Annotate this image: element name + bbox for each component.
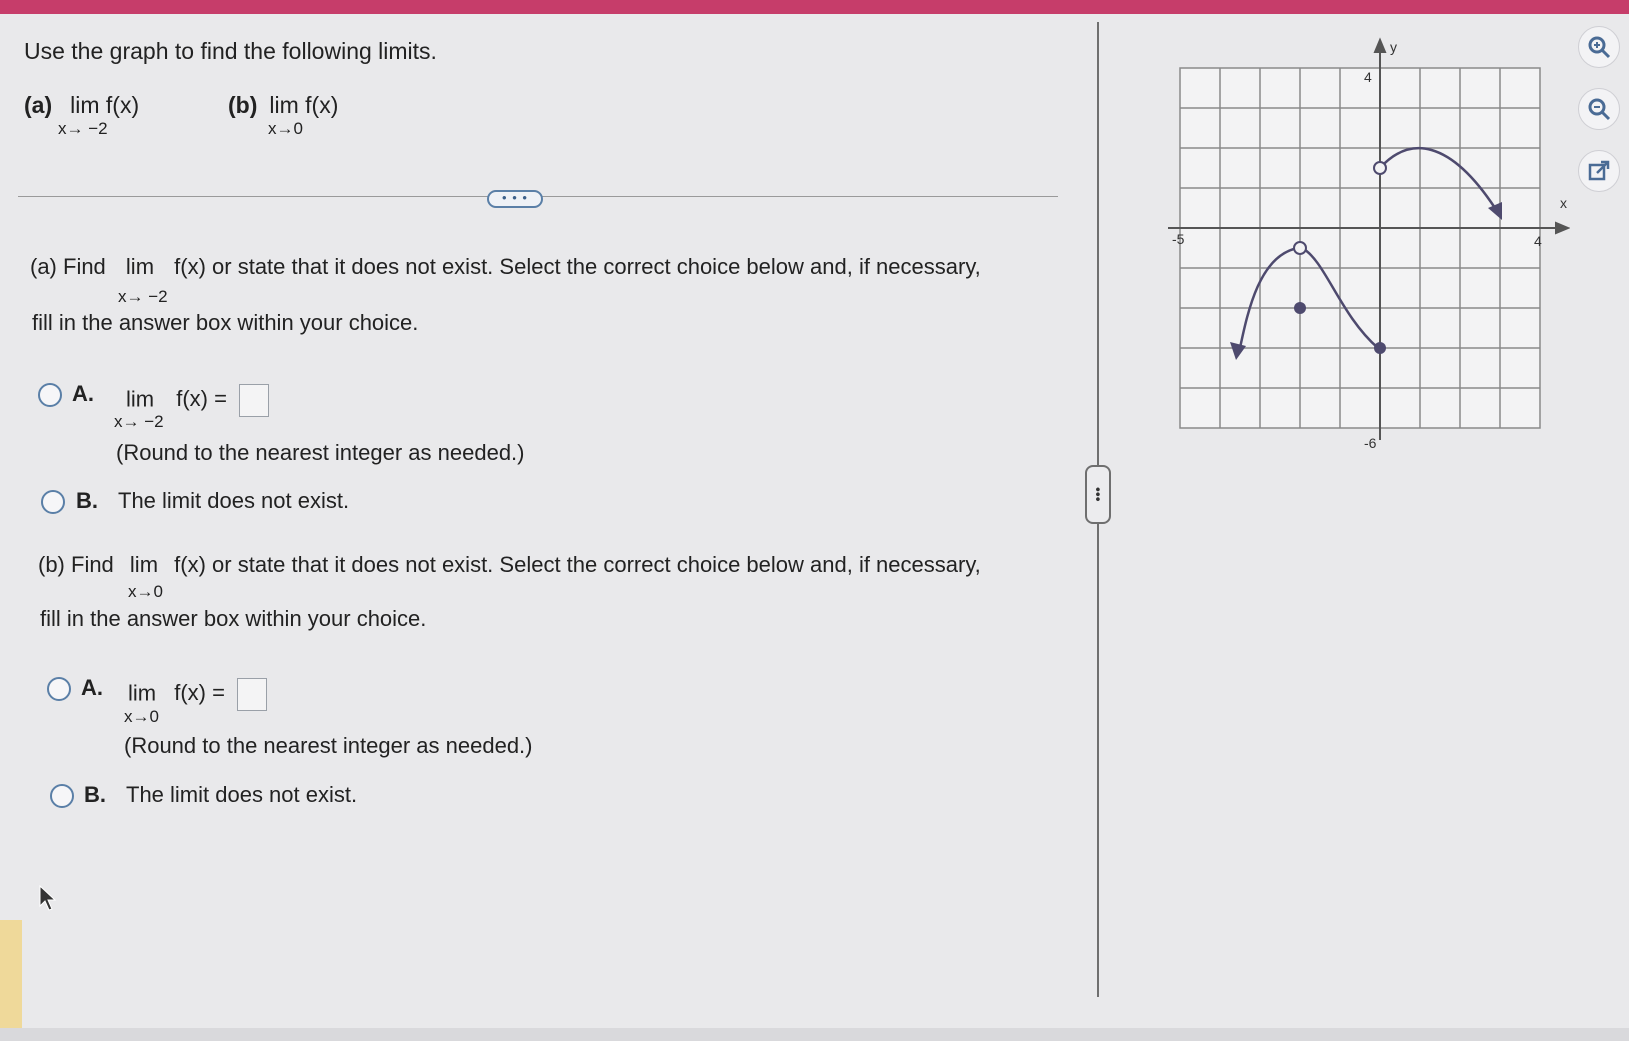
part-b-sub: x→0 bbox=[128, 582, 163, 601]
zoom-out-icon bbox=[1586, 96, 1612, 122]
part-b-answer-input[interactable] bbox=[237, 678, 267, 711]
part-a-answer-input[interactable] bbox=[239, 384, 269, 417]
part-b-choice-a-sub: x→0 bbox=[124, 707, 159, 726]
x-tick-pos: 4 bbox=[1534, 233, 1542, 249]
header-limit-b-sub: x→0 bbox=[268, 119, 303, 138]
graph-grid bbox=[1180, 68, 1540, 428]
header-limit-b bbox=[228, 92, 338, 139]
part-a-choice-b-label: B. bbox=[76, 488, 98, 513]
part-a-round-note: (Round to the nearest integer as needed.) bbox=[116, 440, 525, 465]
part-a-choice-a-sub: x→ −2 bbox=[114, 412, 164, 431]
part-b-round-note: (Round to the nearest integer as needed.) bbox=[124, 733, 533, 758]
y-axis-label: y bbox=[1390, 39, 1397, 55]
header-limit-a-sub: x→ −2 bbox=[58, 119, 108, 138]
zoom-out-button[interactable] bbox=[1578, 88, 1620, 130]
header-limit-b-expr: lim f(x) bbox=[269, 92, 339, 118]
part-b-choice-a-label: A. bbox=[81, 675, 103, 700]
part-b-question-line1 bbox=[38, 552, 981, 578]
part-b-find: (b) Find bbox=[38, 552, 114, 577]
part-a-choice-b-radio[interactable] bbox=[41, 490, 65, 514]
part-b-question-line2: fill in the answer box within your choice. bbox=[40, 606, 427, 631]
open-point-y-axis bbox=[1374, 162, 1386, 174]
question-prompt: Use the graph to find the following limits. bbox=[24, 38, 437, 64]
part-a-choice-a-lim: lim bbox=[126, 386, 155, 412]
pane-splitter-handle[interactable]: ••• bbox=[1085, 465, 1111, 524]
part-b-choice-b-text: The limit does not exist. bbox=[126, 782, 358, 807]
header-limit-b-label: (b) bbox=[228, 92, 258, 118]
closed-point-middle bbox=[1294, 302, 1306, 314]
part-b-lim: lim bbox=[129, 552, 159, 577]
x-axis-label: x bbox=[1560, 195, 1567, 211]
part-a-question-line1 bbox=[30, 254, 981, 280]
part-b-choice-a-lim: lim bbox=[128, 680, 157, 706]
part-b-func: f(x) or state that it does not exist. Select the correct choice below and, if necessary, bbox=[174, 552, 981, 577]
zoom-in-button[interactable] bbox=[1578, 26, 1620, 68]
y-tick-pos: 4 bbox=[1364, 69, 1372, 85]
part-a-lim: lim bbox=[125, 254, 155, 279]
part-b-choice-a-radio[interactable] bbox=[47, 677, 71, 701]
bottom-strip bbox=[0, 1028, 1629, 1041]
open-point-left bbox=[1294, 242, 1306, 254]
part-a-func: f(x) or state that it does not exist. Select the correct choice below and, if necessary, bbox=[174, 254, 981, 279]
part-b-choice-b-radio[interactable] bbox=[50, 784, 74, 808]
part-a-choice-a-radio[interactable] bbox=[38, 383, 62, 407]
part-a-question-line2: fill in the answer box within your choice. bbox=[32, 310, 419, 335]
header-limit-a-expr: lim f(x) bbox=[70, 92, 140, 118]
part-a-choice-a-label: A. bbox=[72, 381, 94, 406]
show-more-button[interactable]: • • • bbox=[487, 190, 543, 208]
closed-point-y-axis bbox=[1374, 342, 1386, 354]
header-limit-a-label: (a) bbox=[24, 92, 53, 118]
part-a-find: (a) Find bbox=[30, 254, 106, 279]
part-a-choice-b-text: The limit does not exist. bbox=[118, 488, 350, 513]
part-b-choice-a-f: f(x) = bbox=[174, 680, 225, 706]
header-limit-a bbox=[24, 92, 139, 139]
part-a-sub: x→ −2 bbox=[118, 287, 168, 306]
y-tick-neg: -6 bbox=[1364, 435, 1377, 450]
zoom-in-icon bbox=[1586, 34, 1612, 60]
open-new-window-button[interactable] bbox=[1578, 150, 1620, 192]
external-link-icon bbox=[1587, 159, 1611, 183]
mouse-cursor-icon bbox=[38, 884, 58, 912]
part-b-choice-b-label: B. bbox=[84, 782, 106, 807]
left-strip bbox=[0, 920, 22, 1030]
top-bar bbox=[0, 0, 1629, 14]
x-tick-neg: -5 bbox=[1172, 231, 1185, 247]
function-graph bbox=[1150, 30, 1570, 450]
part-a-choice-a-f: f(x) = bbox=[176, 386, 227, 412]
